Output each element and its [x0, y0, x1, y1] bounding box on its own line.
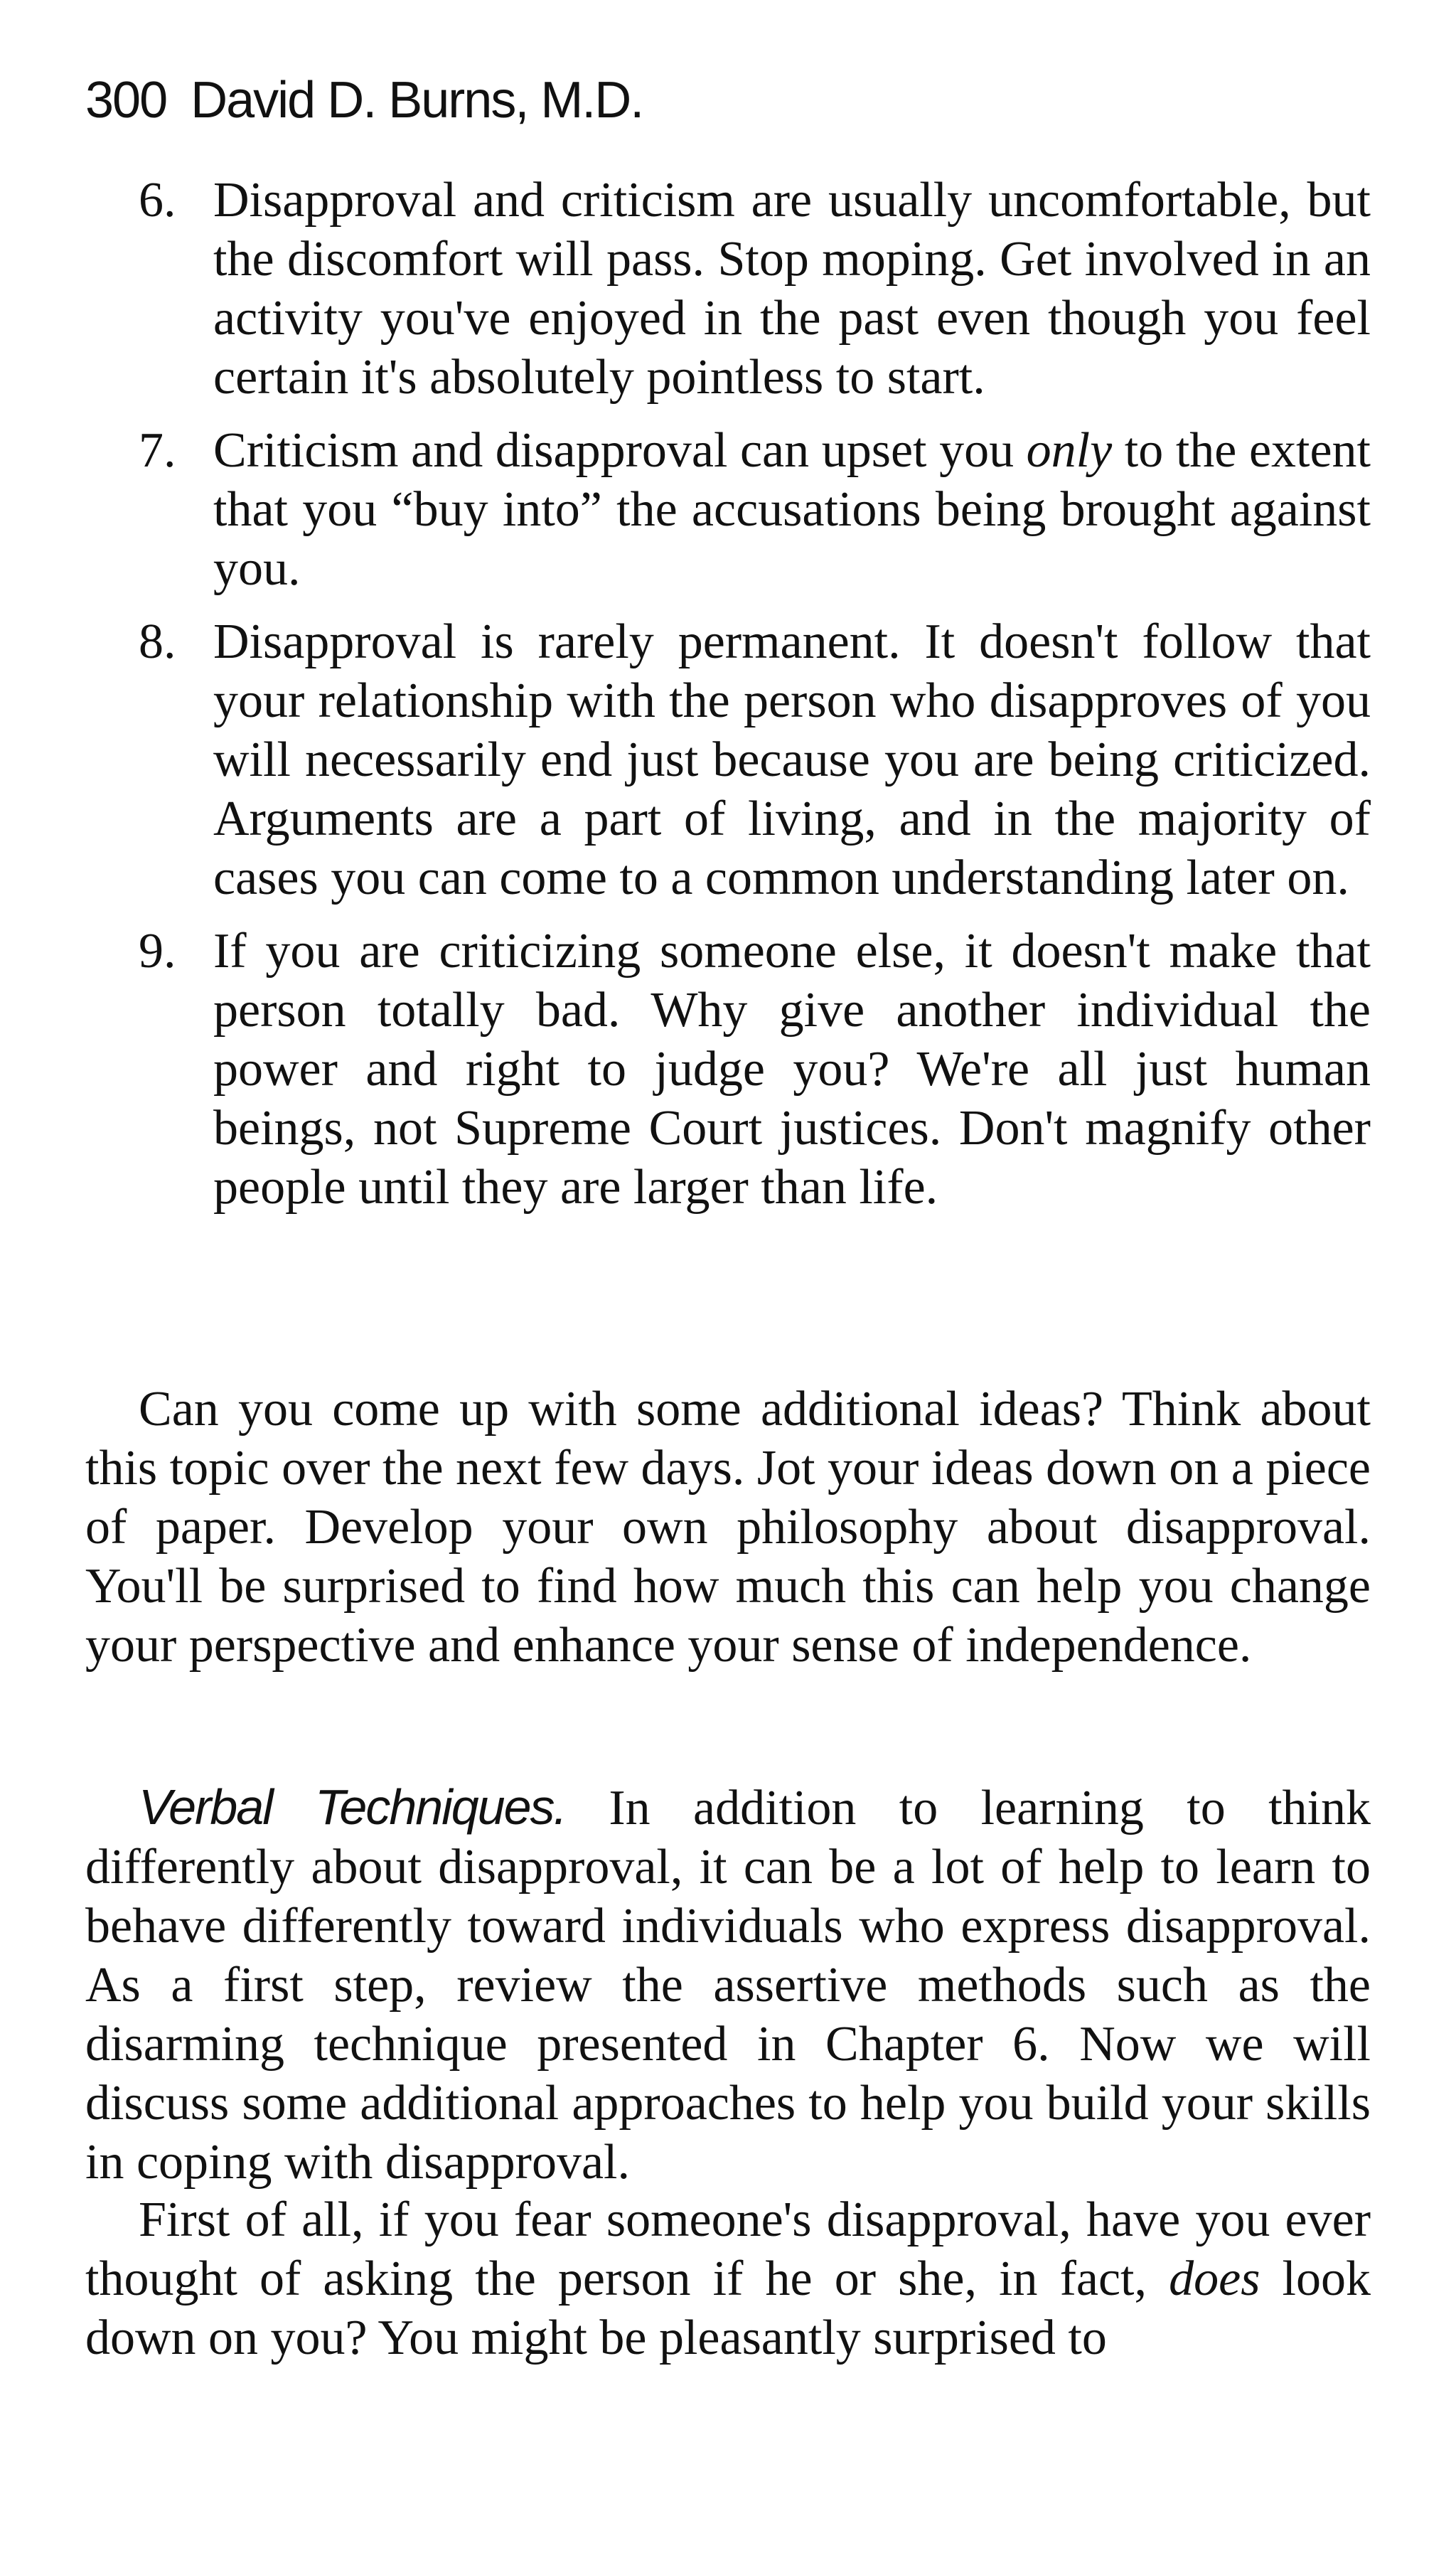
list-item-9 — [85, 922, 1371, 1217]
run-in-heading: Verbal Techniques. — [139, 1779, 566, 1835]
author-name: David D. Burns, M.D. — [191, 72, 643, 129]
paragraph-text-start: First of all, if you fear someone's disapproval, have you ever thought of asking the person if he or she, in fact, — [85, 2192, 1371, 2306]
emphasis-text: only — [1026, 423, 1113, 478]
paragraph-verbal-techniques — [85, 1778, 1371, 2192]
paragraph-additional-ideas: Can you come up with some additional ideas? Think about this topic over the next few days. Jot your ideas down on a piece of paper. Develop your own philosophy about disapproval. You'll be surprised to find how much this can help you change your perspective and enhance your sense of independence. — [85, 1382, 1371, 1673]
paragraph-text: In addition to learning to think differently about disapproval, it can be a lot of help to learn to behave differently toward individuals who express disapproval. As a first step, review the assertive methods such as the disarming technique presented in Chapter 6. Now we will discuss some additional approaches to help you build your skills in coping with disapproval. — [85, 1781, 1371, 2190]
running-head — [85, 72, 643, 129]
list-item-8 — [85, 612, 1371, 907]
list-item-text: Disapproval is rarely permanent. It doesn't follow that your relationship with the person who disapproves of you will necessarily end just because you are being criticized. Arguments are a part of living, and in the majority of cases you can come to a common understanding later on. — [213, 614, 1371, 905]
list-item-7 — [85, 421, 1371, 598]
list-item-text-start: Criticism and disapproval can upset you — [213, 423, 1027, 478]
list-item-text: Disapproval and criticism are usually uncomfortable, but the discomfort will pass. Stop moping. Get involved in an activity you've enjoyed in the past even though you feel certain it's absolutely pointless to start. — [213, 173, 1371, 405]
list-marker: 7. — [139, 423, 176, 478]
list-item-text-end: to the extent that you “buy into” the accusations being brought against you. — [213, 423, 1371, 596]
list-marker: 8. — [139, 614, 176, 669]
list-item-6 — [85, 171, 1371, 407]
paragraph-text-end: look down on you? You might be pleasantly surprised to — [85, 2251, 1371, 2365]
paragraph-first-of-all — [85, 2190, 1371, 2367]
emphasis-text: does — [1169, 2251, 1260, 2306]
numbered-list — [85, 171, 1371, 1231]
list-marker: 6. — [139, 173, 176, 228]
list-item-text: If you are criticizing someone else, it doesn't make that person totally bad. Why give another individual the power and right to judge you? We're all just human beings, not Supreme Court justices. Don't magnify other people until they are larger than life. — [213, 924, 1371, 1215]
page-number: 300 — [85, 72, 167, 129]
list-marker: 9. — [139, 924, 176, 979]
